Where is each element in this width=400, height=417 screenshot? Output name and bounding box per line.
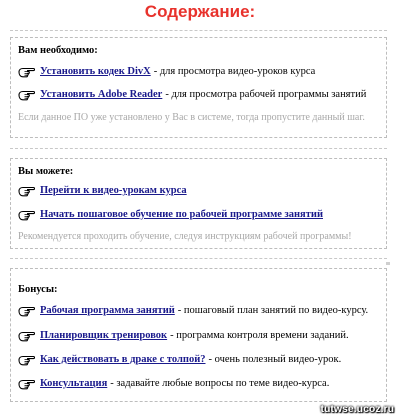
pointing-hand-icon [18, 66, 36, 78]
item-description: - пошаговый план занятий по видео-курсу. [177, 305, 369, 316]
install-adobe-reader-link[interactable]: Установить Adobe Reader [40, 89, 163, 100]
list-item [18, 64, 315, 80]
scroll-marker [386, 262, 390, 265]
watermark: tutwse.ucoz.ru [320, 403, 394, 415]
divider [10, 148, 387, 149]
section-need-heading: Вам необходимо: [18, 45, 98, 56]
list-item [18, 87, 366, 103]
item-description: - задавайте любые вопросы по теме видео-курса. [110, 378, 330, 389]
item-description: - для просмотра видео-уроков курса [153, 66, 316, 77]
divider [10, 30, 387, 31]
section-bonus [10, 268, 387, 402]
pointing-hand-icon [18, 305, 36, 317]
section-need [10, 37, 387, 138]
list-item [18, 183, 187, 199]
section-can-note: Рекомендуется проходить обучение, следуя инструкциям рабочей программы! [18, 231, 352, 242]
section-need-note: Если данное ПО уже установлено у Вас в системе, тогда пропустите данный шаг. [18, 112, 365, 123]
page-title: Содержание: [144, 2, 256, 21]
training-planner-link[interactable]: Планировщик тренировок [40, 330, 168, 341]
video-lessons-link[interactable]: Перейти к видео-урокам курса [40, 185, 187, 196]
start-training-link[interactable]: Начать пошаговое обучение по рабочей программе занятий [40, 209, 323, 220]
list-item [18, 303, 368, 319]
section-bonus-heading: Бонусы: [18, 284, 58, 295]
item-description: - очень полезный видео-урок. [208, 354, 342, 365]
list-item [18, 328, 349, 344]
item-description: - программа контроля времени заданий. [170, 330, 349, 341]
install-divx-link[interactable]: Установить кодек DivX [40, 66, 151, 77]
work-program-link[interactable]: Рабочая программа занятий [40, 305, 175, 316]
section-can-heading: Вы можете: [18, 166, 74, 177]
pointing-hand-icon [18, 89, 36, 101]
item-description: - для просмотра рабочей программы занятий [165, 89, 367, 100]
crowd-fight-link[interactable]: Как действовать в драке с толпой? [40, 354, 206, 365]
list-item [18, 207, 323, 223]
pointing-hand-icon [18, 354, 36, 366]
divider [10, 258, 387, 259]
pointing-hand-icon [18, 378, 36, 390]
list-item [18, 376, 329, 392]
list-item [18, 352, 341, 368]
section-can [10, 158, 387, 249]
consultation-link[interactable]: Консультация [40, 378, 108, 389]
pointing-hand-icon [18, 185, 36, 197]
pointing-hand-icon [18, 330, 36, 342]
pointing-hand-icon [18, 209, 36, 221]
